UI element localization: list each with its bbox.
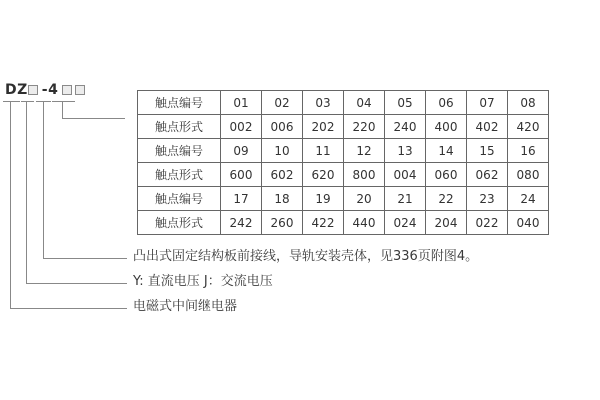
- cell: 440: [344, 211, 385, 235]
- row-label: 触点形式: [138, 211, 221, 235]
- cell: 14: [426, 139, 467, 163]
- leader-horizontal-structure: [43, 258, 127, 259]
- cell: 15: [467, 139, 508, 163]
- table-row: [138, 163, 549, 187]
- placeholder-box-1: [28, 85, 38, 95]
- cell: 400: [426, 115, 467, 139]
- leader-vertical-relay-type: [10, 101, 11, 308]
- model-code-middle: -4: [41, 82, 59, 98]
- leader-vertical-structure: [43, 101, 44, 259]
- cell: 060: [426, 163, 467, 187]
- row-label: 触点形式: [138, 163, 221, 187]
- cell: 19: [303, 187, 344, 211]
- cell: 06: [426, 91, 467, 115]
- cell: 18: [262, 187, 303, 211]
- cell: 02: [262, 91, 303, 115]
- table-row: [138, 115, 549, 139]
- cell: 062: [467, 163, 508, 187]
- cell: 21: [385, 187, 426, 211]
- cell: 422: [303, 211, 344, 235]
- cell: 10: [262, 139, 303, 163]
- cell: 204: [426, 211, 467, 235]
- cell: 600: [221, 163, 262, 187]
- placeholder-box-2: [62, 85, 72, 95]
- cell: 12: [344, 139, 385, 163]
- cell: 05: [385, 91, 426, 115]
- cell: 022: [467, 211, 508, 235]
- cell: 220: [344, 115, 385, 139]
- cell: 11: [303, 139, 344, 163]
- cell: 006: [262, 115, 303, 139]
- cell: 080: [508, 163, 549, 187]
- cell: 800: [344, 163, 385, 187]
- row-label: 触点编号: [138, 91, 221, 115]
- tick-under-prefix: [3, 101, 20, 102]
- cell: 024: [385, 211, 426, 235]
- tick-under-box-pair: [52, 101, 75, 102]
- contact-code-table: [137, 90, 549, 235]
- cell: 420: [508, 115, 549, 139]
- cell: 16: [508, 139, 549, 163]
- leader-horizontal-relay-type: [10, 308, 127, 309]
- cell: 260: [262, 211, 303, 235]
- cell: 17: [221, 187, 262, 211]
- cell: 23: [467, 187, 508, 211]
- note-voltage: Y: 直流电压 J：交流电压: [133, 274, 273, 289]
- model-code: [5, 82, 85, 98]
- table-row: [138, 91, 549, 115]
- cell: 002: [221, 115, 262, 139]
- cell: 08: [508, 91, 549, 115]
- table-row: [138, 187, 549, 211]
- leader-horizontal-voltage: [26, 283, 127, 284]
- cell: 402: [467, 115, 508, 139]
- cell: 240: [385, 115, 426, 139]
- cell: 040: [508, 211, 549, 235]
- leader-vertical-contact-code: [62, 101, 63, 119]
- cell: 004: [385, 163, 426, 187]
- table-row: [138, 211, 549, 235]
- note-structure: 凸出式固定结构板前接线，导轨安装壳体，见336页附图4。: [133, 249, 479, 264]
- note-relay-type: 电磁式中间继电器: [133, 299, 238, 314]
- cell: 24: [508, 187, 549, 211]
- tick-under-box1: [21, 101, 34, 102]
- cell: 602: [262, 163, 303, 187]
- cell: 20: [344, 187, 385, 211]
- cell: 07: [467, 91, 508, 115]
- cell: 13: [385, 139, 426, 163]
- row-label: 触点编号: [138, 187, 221, 211]
- model-code-prefix: DZ: [5, 82, 28, 98]
- table-row: [138, 139, 549, 163]
- cell: 620: [303, 163, 344, 187]
- cell: 03: [303, 91, 344, 115]
- cell: 242: [221, 211, 262, 235]
- cell: 01: [221, 91, 262, 115]
- row-label: 触点形式: [138, 115, 221, 139]
- cell: 09: [221, 139, 262, 163]
- cell: 22: [426, 187, 467, 211]
- row-label: 触点编号: [138, 139, 221, 163]
- placeholder-box-3: [75, 85, 85, 95]
- cell: 04: [344, 91, 385, 115]
- cell: 202: [303, 115, 344, 139]
- leader-vertical-voltage: [26, 101, 27, 283]
- leader-horizontal-contact-code: [62, 118, 125, 119]
